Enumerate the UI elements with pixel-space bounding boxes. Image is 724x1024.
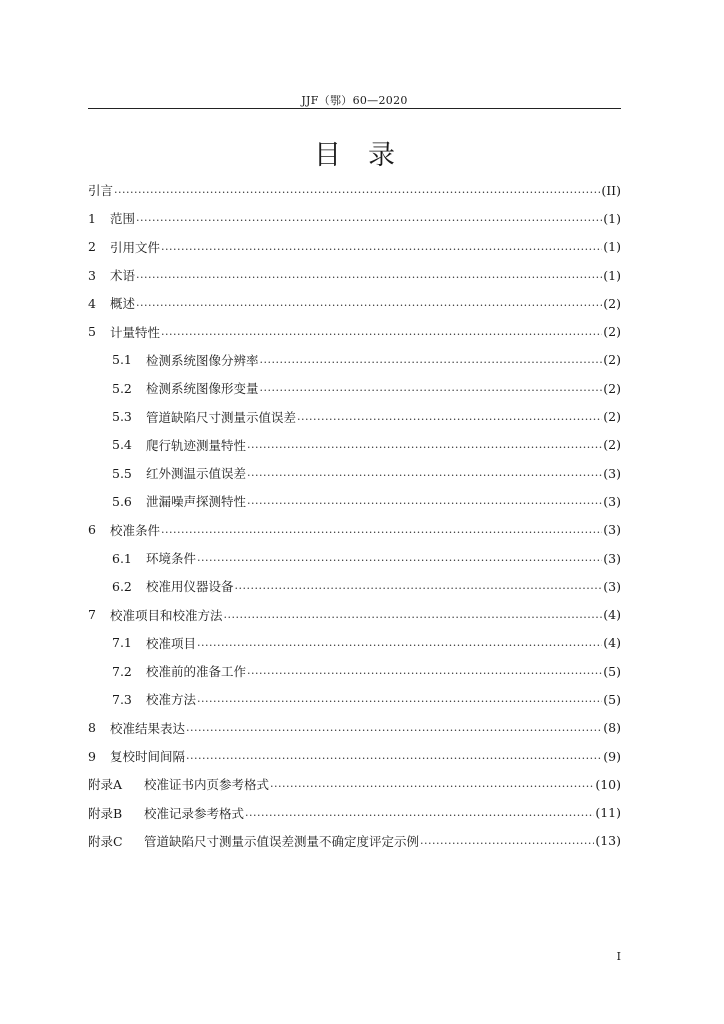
toc-entry-page: (13) <box>595 833 621 849</box>
toc-entry[interactable] <box>88 176 621 204</box>
toc-entry[interactable] <box>88 685 621 713</box>
toc-entry[interactable] <box>88 374 621 402</box>
toc-entry-page: (4) <box>603 607 621 623</box>
toc-entry-page: (2) <box>603 437 621 453</box>
toc-entry[interactable] <box>88 742 621 770</box>
toc-entry-page: (2) <box>603 324 621 340</box>
toc-dot-leader <box>136 296 602 310</box>
toc-entry-number: 7.2 <box>112 663 132 679</box>
toc-entry[interactable] <box>88 799 621 827</box>
toc-entry-number: 5 <box>88 324 96 340</box>
toc-entry-page: (2) <box>603 409 621 425</box>
toc-entry-page: (5) <box>603 691 621 707</box>
toc-entry-number: 附录A <box>88 777 123 793</box>
toc-entry-label: 校准条件 <box>110 522 161 538</box>
toc-entry-number: 5.6 <box>112 493 132 509</box>
toc-dot-leader <box>161 325 602 339</box>
toc-entry-number: 5.1 <box>112 352 132 368</box>
toc-dot-leader <box>186 749 602 763</box>
toc-entry-label: 检测系统图像形变量 <box>146 381 259 397</box>
toc-entry-page: (II) <box>601 182 621 198</box>
page-title: 目 录 <box>314 140 395 171</box>
toc-entry-label: 校准项目 <box>146 635 197 651</box>
toc-dot-leader <box>197 692 602 706</box>
toc-dot-leader <box>224 608 603 622</box>
toc-entry-page: (1) <box>603 267 621 283</box>
toc-entry-page: (4) <box>603 635 621 651</box>
toc-entry-label: 引用文件 <box>110 239 161 255</box>
toc-entry-page: (2) <box>603 352 621 368</box>
toc-dot-leader <box>260 381 603 395</box>
toc-dot-leader <box>197 551 602 565</box>
toc-entry[interactable] <box>88 657 621 685</box>
toc-entry[interactable] <box>88 600 621 628</box>
toc-dot-leader <box>161 240 602 254</box>
toc-entry[interactable] <box>88 204 621 232</box>
toc-entry-label: 管道缺陷尺寸测量示值误差 <box>146 409 297 425</box>
toc-entry-number: 7.3 <box>112 691 132 707</box>
toc-dot-leader <box>297 410 602 424</box>
toc-entry-number: 6.2 <box>112 578 132 594</box>
toc-entry[interactable] <box>88 516 621 544</box>
toc-entry-page: (3) <box>603 522 621 538</box>
toc-entry-number: 附录B <box>88 805 123 821</box>
page-number: I <box>616 950 621 963</box>
toc-entry-page: (2) <box>603 295 621 311</box>
toc-dot-leader <box>245 806 594 820</box>
toc-entry[interactable] <box>88 346 621 374</box>
toc-entry[interactable] <box>88 544 621 572</box>
toc-entry[interactable] <box>88 714 621 742</box>
toc-entry-number: 5.4 <box>112 437 132 453</box>
toc-dot-leader <box>197 636 602 650</box>
toc-entry-label: 校准方法 <box>146 692 197 708</box>
toc-entry-number: 8 <box>88 720 96 736</box>
toc-entry-label: 爬行轨迹测量特性 <box>146 437 247 453</box>
toc-entry-number: 2 <box>88 239 96 255</box>
toc-entry-number: 4 <box>88 295 96 311</box>
toc-dot-leader <box>136 211 602 225</box>
toc-entry[interactable] <box>88 827 621 855</box>
toc-entry[interactable] <box>88 402 621 430</box>
toc-entry-number: 3 <box>88 267 96 283</box>
toc-entry-page: (10) <box>595 776 621 792</box>
header-divider <box>88 108 621 109</box>
toc-entry-label: 计量特性 <box>110 324 161 340</box>
toc-entry-number: 5.3 <box>112 409 132 425</box>
toc-dot-leader <box>247 664 602 678</box>
toc-entry-number: 9 <box>88 748 96 764</box>
toc-entry-number: 1 <box>88 210 96 226</box>
toc-entry-number: 5.2 <box>112 380 132 396</box>
toc-entry-label: 检测系统图像分辨率 <box>146 352 259 368</box>
toc-entry[interactable] <box>88 233 621 261</box>
table-of-contents <box>88 176 621 855</box>
toc-entry[interactable] <box>88 629 621 657</box>
toc-entry[interactable] <box>88 317 621 345</box>
toc-entry-label: 校准证书内页参考格式 <box>144 777 270 793</box>
toc-entry-number: 7 <box>88 607 96 623</box>
toc-entry[interactable] <box>88 770 621 798</box>
toc-entry-number: 5.5 <box>112 465 132 481</box>
toc-entry[interactable] <box>88 459 621 487</box>
toc-dot-leader <box>161 523 602 537</box>
toc-entry-label: 校准前的准备工作 <box>146 664 247 680</box>
toc-entry-label: 校准用仪器设备 <box>146 579 234 595</box>
toc-entry-page: (3) <box>603 493 621 509</box>
toc-entry-page: (3) <box>603 550 621 566</box>
toc-entry[interactable] <box>88 431 621 459</box>
toc-entry-label: 术语 <box>110 268 136 284</box>
toc-entry-label: 校准结果表达 <box>110 720 186 736</box>
toc-dot-leader <box>270 777 594 791</box>
toc-entry-number: 7.1 <box>112 635 132 651</box>
toc-entry[interactable] <box>88 487 621 515</box>
toc-entry-label: 引言 <box>88 183 114 199</box>
toc-entry-label: 复校时间间隔 <box>110 749 186 765</box>
toc-entry-number: 6 <box>88 522 96 538</box>
toc-entry-label: 概述 <box>110 296 136 312</box>
document-code-header: JJF（鄂）60—2020 <box>301 94 408 107</box>
toc-dot-leader <box>136 268 602 282</box>
toc-entry-label: 管道缺陷尺寸测量示值误差测量不确定度评定示例 <box>144 833 420 849</box>
toc-entry-page: (5) <box>603 663 621 679</box>
toc-dot-leader <box>114 183 600 197</box>
toc-entry[interactable] <box>88 572 621 600</box>
toc-entry-page: (1) <box>603 210 621 226</box>
toc-entry-page: (8) <box>603 720 621 736</box>
toc-entry-number: 附录C <box>88 833 123 849</box>
toc-entry-label: 校准项目和校准方法 <box>110 607 223 623</box>
toc-entry-page: (3) <box>603 578 621 594</box>
toc-dot-leader <box>247 494 602 508</box>
toc-entry[interactable] <box>88 289 621 317</box>
toc-dot-leader <box>247 438 602 452</box>
toc-entry-page: (3) <box>603 465 621 481</box>
toc-dot-leader <box>186 721 602 735</box>
toc-entry-page: (1) <box>603 239 621 255</box>
toc-dot-leader <box>235 579 603 593</box>
toc-entry-page: (9) <box>603 748 621 764</box>
toc-entry-page: (11) <box>595 805 621 821</box>
toc-dot-leader <box>420 834 594 848</box>
toc-dot-leader <box>247 466 602 480</box>
toc-entry-number: 6.1 <box>112 550 132 566</box>
toc-dot-leader <box>260 353 603 367</box>
toc-entry-page: (2) <box>603 380 621 396</box>
toc-entry-label: 范围 <box>110 211 136 227</box>
toc-entry-label: 校准记录参考格式 <box>144 805 245 821</box>
toc-entry-label: 环境条件 <box>146 551 197 566</box>
toc-entry-label: 泄漏噪声探测特性 <box>146 494 247 510</box>
toc-entry[interactable] <box>88 261 621 289</box>
toc-entry-label: 红外测温示值误差 <box>146 466 247 482</box>
